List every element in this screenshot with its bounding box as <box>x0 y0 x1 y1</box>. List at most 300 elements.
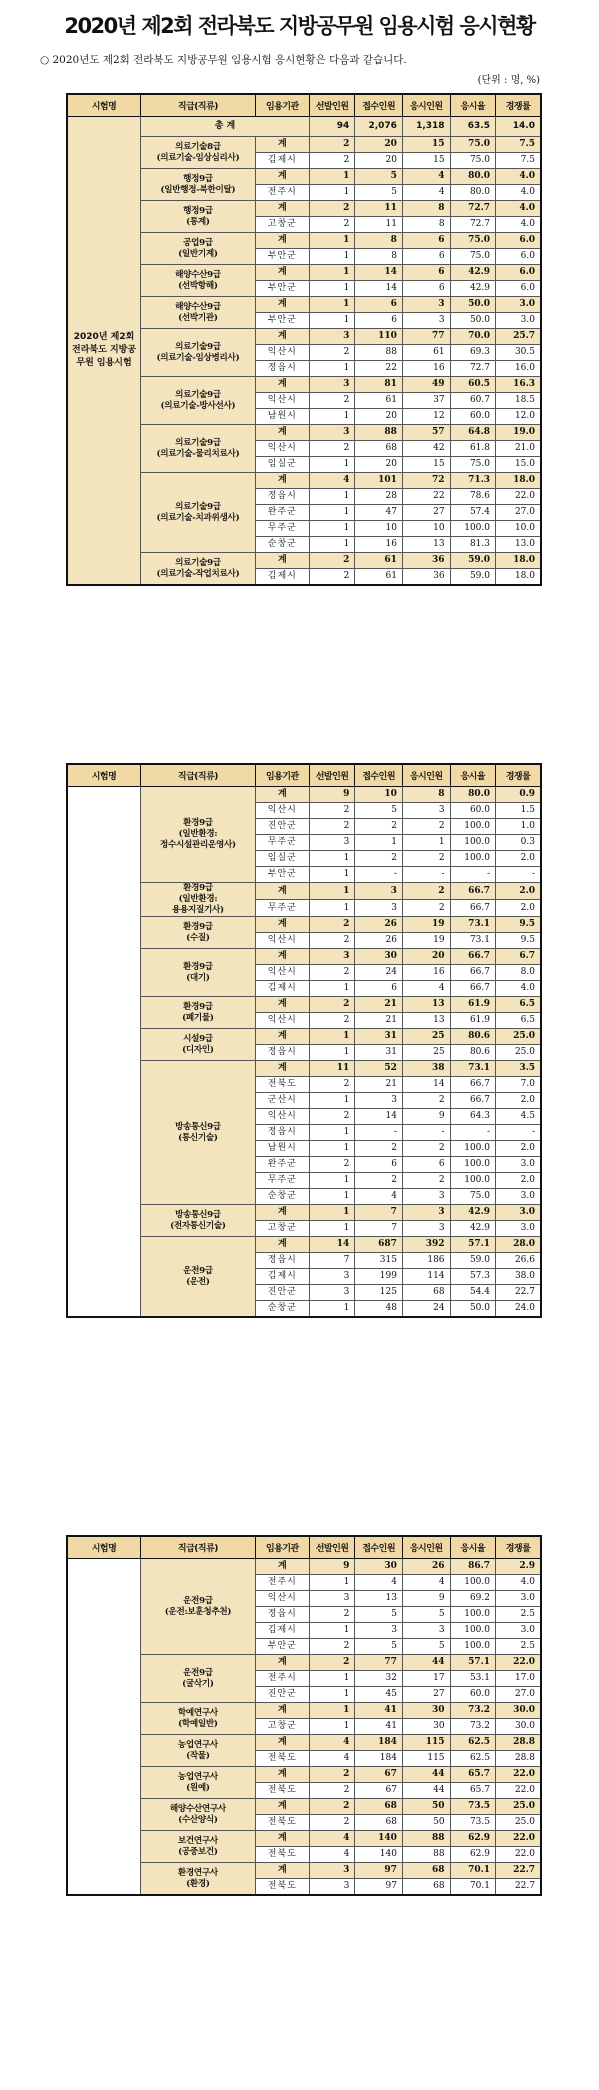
value-cell: 60.5 <box>450 377 495 393</box>
value-cell: 1 <box>309 900 354 917</box>
agency-cell: 익산시 <box>255 933 309 949</box>
value-cell: 21 <box>355 1013 403 1029</box>
agency-cell: 계 <box>255 137 309 153</box>
value-cell: 140 <box>355 1847 403 1863</box>
value-cell: 7 <box>355 1221 403 1237</box>
value-cell: 9 <box>402 1591 450 1607</box>
value-cell: 2 <box>309 137 354 153</box>
grand-total-value: 2,076 <box>355 117 403 137</box>
value-cell: 44 <box>402 1767 450 1783</box>
value-cell: 4 <box>402 185 450 201</box>
value-cell: 61 <box>355 393 403 409</box>
value-cell: 66.7 <box>450 981 495 997</box>
value-cell: 2 <box>402 1093 450 1109</box>
value-cell: 21.0 <box>495 441 541 457</box>
value-cell: 2.9 <box>495 1559 541 1575</box>
value-cell: 4 <box>309 473 354 489</box>
value-cell: 25 <box>402 1045 450 1061</box>
job-category-cell: 시설9급 (디자인) <box>141 1029 256 1061</box>
agency-cell: 임실군 <box>255 457 309 473</box>
value-cell: 2 <box>309 1815 354 1831</box>
agency-cell: 전주시 <box>255 1575 309 1591</box>
header-row <box>67 1536 541 1559</box>
value-cell: 13 <box>402 1013 450 1029</box>
value-cell: 4.0 <box>495 981 541 997</box>
value-cell: 3 <box>402 297 450 313</box>
value-cell: 100.0 <box>450 1623 495 1639</box>
agency-cell: 고창군 <box>255 1719 309 1735</box>
value-cell: 14 <box>355 265 403 281</box>
value-cell: 2 <box>309 441 354 457</box>
value-cell: 81.3 <box>450 537 495 553</box>
value-cell: 2 <box>309 917 354 933</box>
value-cell: 75.0 <box>450 137 495 153</box>
value-cell: 2 <box>309 217 354 233</box>
job-category-cell: 방송통신9급 (통신기술) <box>141 1061 256 1205</box>
agency-cell: 계 <box>255 265 309 281</box>
value-cell: 25.7 <box>495 329 541 345</box>
value-cell: 62.5 <box>450 1751 495 1767</box>
value-cell: 10 <box>355 787 403 803</box>
agency-cell: 정읍시 <box>255 1125 309 1141</box>
subtotal-row <box>67 1559 541 1575</box>
agency-cell: 익산시 <box>255 1109 309 1125</box>
agency-cell: 김제시 <box>255 569 309 586</box>
value-cell: 75.0 <box>450 249 495 265</box>
column-header: 임용기관 <box>255 764 309 787</box>
value-cell: 2 <box>309 1783 354 1799</box>
job-category-cell: 농업연구사 (작물) <box>141 1735 256 1767</box>
agency-cell: 부안군 <box>255 1639 309 1655</box>
value-cell: 1.0 <box>495 819 541 835</box>
value-cell: 5 <box>355 1639 403 1655</box>
value-cell: 70.1 <box>450 1879 495 1896</box>
value-cell: 6.0 <box>495 233 541 249</box>
value-cell: 22.7 <box>495 1879 541 1896</box>
value-cell: 60.0 <box>450 409 495 425</box>
agency-cell: 부안군 <box>255 249 309 265</box>
value-cell: 28 <box>355 489 403 505</box>
value-cell: 5 <box>355 185 403 201</box>
column-header: 접수인원 <box>355 1536 403 1559</box>
agency-cell: 김제시 <box>255 1269 309 1285</box>
agency-cell: 전북도 <box>255 1077 309 1093</box>
value-cell: 186 <box>402 1253 450 1269</box>
agency-cell: 완주군 <box>255 1157 309 1173</box>
value-cell: 18.0 <box>495 569 541 586</box>
value-cell: 26 <box>355 933 403 949</box>
value-cell: 68 <box>402 1879 450 1896</box>
value-cell: 3.0 <box>495 1157 541 1173</box>
value-cell: 27 <box>402 1687 450 1703</box>
value-cell: 45 <box>355 1687 403 1703</box>
value-cell: 20 <box>355 409 403 425</box>
value-cell: 28.8 <box>495 1735 541 1751</box>
value-cell: 3.0 <box>495 1591 541 1607</box>
status-table-3 <box>66 1535 542 1896</box>
value-cell: 9 <box>402 1109 450 1125</box>
value-cell: 20 <box>402 949 450 965</box>
value-cell: 27.0 <box>495 505 541 521</box>
value-cell: 12 <box>402 409 450 425</box>
value-cell: 21 <box>355 997 403 1013</box>
value-cell: 8 <box>402 201 450 217</box>
grand-total-value: 1,318 <box>402 117 450 137</box>
value-cell: 30 <box>402 1719 450 1735</box>
value-cell: 115 <box>402 1735 450 1751</box>
value-cell: 1 <box>309 1703 354 1719</box>
agency-cell: 계 <box>255 233 309 249</box>
value-cell: 5 <box>355 803 403 819</box>
value-cell: 110 <box>355 329 403 345</box>
value-cell: 19 <box>402 933 450 949</box>
value-cell: 4 <box>402 981 450 997</box>
job-category-cell: 의료기술9급 (의료기술-물리치료사) <box>141 425 256 473</box>
value-cell: 57 <box>402 425 450 441</box>
job-category-cell: 환경9급 (대기) <box>141 949 256 997</box>
job-category-cell: 환경연구사 (환경) <box>141 1863 256 1896</box>
value-cell: 4 <box>355 1575 403 1591</box>
value-cell: 100.0 <box>450 1141 495 1157</box>
value-cell: 184 <box>355 1751 403 1767</box>
value-cell: 7 <box>309 1253 354 1269</box>
value-cell: 13 <box>402 537 450 553</box>
value-cell: 1 <box>309 169 354 185</box>
value-cell: 53.1 <box>450 1671 495 1687</box>
value-cell: 3 <box>309 835 354 851</box>
value-cell: 22 <box>402 489 450 505</box>
value-cell: 2 <box>309 1639 354 1655</box>
agency-cell: 무주군 <box>255 900 309 917</box>
agency-cell: 계 <box>255 473 309 489</box>
agency-cell: 정읍시 <box>255 1045 309 1061</box>
value-cell: 8 <box>355 249 403 265</box>
value-cell: 115 <box>402 1751 450 1767</box>
value-cell: 61.8 <box>450 441 495 457</box>
value-cell: 6 <box>355 981 403 997</box>
value-cell: 17.0 <box>495 1671 541 1687</box>
agency-cell: 순창군 <box>255 1301 309 1318</box>
job-category-cell: 의료기술8급 (의료기술-임상심리사) <box>141 137 256 169</box>
value-cell: 3 <box>309 377 354 393</box>
value-cell: 50.0 <box>450 297 495 313</box>
value-cell: 4 <box>309 1831 354 1847</box>
value-cell: 6.5 <box>495 997 541 1013</box>
value-cell: 62.9 <box>450 1831 495 1847</box>
value-cell: 6.5 <box>495 1013 541 1029</box>
value-cell: 3 <box>309 1269 354 1285</box>
value-cell: 62.5 <box>450 1735 495 1751</box>
value-cell: 101 <box>355 473 403 489</box>
value-cell: 41 <box>355 1719 403 1735</box>
value-cell: 16 <box>355 537 403 553</box>
value-cell: 57.1 <box>450 1237 495 1253</box>
value-cell: 1 <box>309 537 354 553</box>
value-cell: 1 <box>309 1205 354 1221</box>
value-cell: 1 <box>309 265 354 281</box>
value-cell: 69.3 <box>450 345 495 361</box>
value-cell: - <box>355 1125 403 1141</box>
agency-cell: 계 <box>255 377 309 393</box>
value-cell: 1 <box>309 1671 354 1687</box>
value-cell: 86.7 <box>450 1559 495 1575</box>
agency-cell: 김제시 <box>255 981 309 997</box>
value-cell: 2 <box>309 803 354 819</box>
value-cell: 100.0 <box>450 521 495 537</box>
value-cell: 50 <box>402 1799 450 1815</box>
value-cell: 7.0 <box>495 1077 541 1093</box>
value-cell: 68 <box>355 1799 403 1815</box>
value-cell: 13 <box>402 997 450 1013</box>
value-cell: 42 <box>402 441 450 457</box>
job-category-cell: 운전9급 (운전) <box>141 1237 256 1318</box>
value-cell: 25.0 <box>495 1029 541 1045</box>
value-cell: 7.5 <box>495 153 541 169</box>
agency-cell: 계 <box>255 1703 309 1719</box>
exam-name-cell <box>67 787 141 1318</box>
value-cell: 1 <box>309 297 354 313</box>
agency-cell: 정읍시 <box>255 1607 309 1623</box>
value-cell: 32 <box>355 1671 403 1687</box>
value-cell: 24 <box>402 1301 450 1318</box>
value-cell: 7.5 <box>495 137 541 153</box>
value-cell: 3.0 <box>495 1205 541 1221</box>
value-cell: 50 <box>402 1815 450 1831</box>
value-cell: 25 <box>402 1029 450 1045</box>
value-cell: 5 <box>355 169 403 185</box>
value-cell: 20 <box>355 457 403 473</box>
value-cell: - <box>450 1125 495 1141</box>
value-cell: 10 <box>355 521 403 537</box>
agency-cell: 계 <box>255 1237 309 1253</box>
value-cell: 1 <box>309 1093 354 1109</box>
value-cell: 60.0 <box>450 803 495 819</box>
status-table-1 <box>66 93 542 586</box>
value-cell: 38.0 <box>495 1269 541 1285</box>
value-cell: 22.0 <box>495 1655 541 1671</box>
value-cell: 97 <box>355 1863 403 1879</box>
agency-cell: 계 <box>255 425 309 441</box>
value-cell: 61 <box>402 345 450 361</box>
value-cell: 0.3 <box>495 835 541 851</box>
value-cell: 15 <box>402 137 450 153</box>
agency-cell: 익산시 <box>255 965 309 981</box>
value-cell: 1.5 <box>495 803 541 819</box>
value-cell: 59.0 <box>450 1253 495 1269</box>
value-cell: 1 <box>309 1173 354 1189</box>
value-cell: 88 <box>355 345 403 361</box>
value-cell: 42.9 <box>450 265 495 281</box>
value-cell: 17 <box>402 1671 450 1687</box>
value-cell: 2 <box>402 900 450 917</box>
value-cell: 4 <box>309 1735 354 1751</box>
value-cell: 1 <box>309 233 354 249</box>
value-cell: 8.0 <box>495 965 541 981</box>
value-cell: 3 <box>402 803 450 819</box>
value-cell: 2 <box>402 819 450 835</box>
value-cell: 3 <box>402 313 450 329</box>
value-cell: 73.2 <box>450 1719 495 1735</box>
value-cell: 3.0 <box>495 1189 541 1205</box>
value-cell: 22.0 <box>495 1831 541 1847</box>
value-cell: 1 <box>309 505 354 521</box>
value-cell: 9 <box>309 787 354 803</box>
agency-cell: 남원시 <box>255 1141 309 1157</box>
value-cell: 2.0 <box>495 851 541 867</box>
value-cell: 41 <box>355 1703 403 1719</box>
job-category-cell: 환경9급 (일반환경: 정수시설관리운영사) <box>141 787 256 883</box>
column-header: 경쟁률 <box>495 1536 541 1559</box>
value-cell: 37 <box>402 393 450 409</box>
agency-cell: 계 <box>255 201 309 217</box>
value-cell: 4 <box>402 1575 450 1591</box>
value-cell: 1 <box>309 489 354 505</box>
value-cell: 73.2 <box>450 1703 495 1719</box>
value-cell: 3 <box>309 1863 354 1879</box>
value-cell: 73.1 <box>450 1061 495 1077</box>
value-cell: 2 <box>402 1173 450 1189</box>
value-cell: 47 <box>355 505 403 521</box>
value-cell: 70.1 <box>450 1863 495 1879</box>
column-header: 임용기관 <box>255 1536 309 1559</box>
value-cell: 67 <box>355 1767 403 1783</box>
value-cell: 25.0 <box>495 1799 541 1815</box>
column-header: 임용기관 <box>255 94 309 117</box>
value-cell: 80.6 <box>450 1045 495 1061</box>
value-cell: 75.0 <box>450 233 495 249</box>
agency-cell: 계 <box>255 329 309 345</box>
value-cell: 65.7 <box>450 1783 495 1799</box>
value-cell: 80.0 <box>450 185 495 201</box>
value-cell: 9 <box>309 1559 354 1575</box>
job-category-cell: 방송통신9급 (전자통신기술) <box>141 1205 256 1237</box>
value-cell: 1 <box>309 1189 354 1205</box>
value-cell: 2 <box>309 1799 354 1815</box>
agency-cell: 무주군 <box>255 521 309 537</box>
value-cell: 77 <box>402 329 450 345</box>
agency-cell: 정읍시 <box>255 361 309 377</box>
value-cell: 184 <box>355 1735 403 1751</box>
value-cell: 315 <box>355 1253 403 1269</box>
value-cell: 28.0 <box>495 1237 541 1253</box>
value-cell: 66.7 <box>450 965 495 981</box>
value-cell: 50.0 <box>450 1301 495 1318</box>
value-cell: 100.0 <box>450 1173 495 1189</box>
value-cell: 2.0 <box>495 1093 541 1109</box>
value-cell: 1 <box>309 1687 354 1703</box>
value-cell: 54.4 <box>450 1285 495 1301</box>
column-header: 직급(직류) <box>141 764 256 787</box>
value-cell: 4.0 <box>495 1575 541 1591</box>
column-header: 응시율 <box>450 764 495 787</box>
value-cell: 1 <box>309 1719 354 1735</box>
value-cell: 25.0 <box>495 1815 541 1831</box>
value-cell: 3 <box>355 883 403 900</box>
agency-cell: 계 <box>255 1735 309 1751</box>
job-category-cell: 해양수산9급 (선박기관) <box>141 297 256 329</box>
value-cell: 2 <box>402 883 450 900</box>
value-cell: 8 <box>402 787 450 803</box>
agency-cell: 부안군 <box>255 313 309 329</box>
agency-cell: 계 <box>255 787 309 803</box>
value-cell: - <box>450 867 495 883</box>
value-cell: - <box>495 867 541 883</box>
intro-text: ○ 2020년도 제2회 전라북도 지방공무원 임용시험 응시현황은 다음과 같습니다. <box>40 54 407 66</box>
value-cell: 2.5 <box>495 1639 541 1655</box>
job-category-cell: 운전9급 (굴삭기) <box>141 1655 256 1703</box>
value-cell: 1 <box>309 361 354 377</box>
value-cell: 4.0 <box>495 185 541 201</box>
agency-cell: 익산시 <box>255 803 309 819</box>
value-cell: 11 <box>309 1061 354 1077</box>
value-cell: 81 <box>355 377 403 393</box>
value-cell: 6.0 <box>495 249 541 265</box>
value-cell: 1 <box>309 1301 354 1318</box>
value-cell: 44 <box>402 1783 450 1799</box>
column-header: 응시인원 <box>402 94 450 117</box>
agency-cell: 익산시 <box>255 345 309 361</box>
value-cell: 88 <box>402 1831 450 1847</box>
value-cell: 24 <box>355 965 403 981</box>
job-category-cell: 환경9급 (일반환경: 용용지질기사) <box>141 883 256 917</box>
value-cell: 4.5 <box>495 1109 541 1125</box>
value-cell: 8 <box>402 217 450 233</box>
value-cell: 73.1 <box>450 917 495 933</box>
agency-cell: 계 <box>255 1559 309 1575</box>
value-cell: 13 <box>355 1591 403 1607</box>
value-cell: 3 <box>309 949 354 965</box>
job-category-cell: 농업연구사 (원예) <box>141 1767 256 1799</box>
value-cell: 2 <box>355 1141 403 1157</box>
grand-total-value: 63.5 <box>450 117 495 137</box>
job-category-cell: 의료기술9급 (의료기술-작업치료사) <box>141 553 256 586</box>
agency-cell: 계 <box>255 169 309 185</box>
agency-cell: 계 <box>255 1029 309 1045</box>
value-cell: 100.0 <box>450 1639 495 1655</box>
value-cell: 3 <box>402 1205 450 1221</box>
value-cell: - <box>495 1125 541 1141</box>
value-cell: 42.9 <box>450 1221 495 1237</box>
value-cell: 97 <box>355 1879 403 1896</box>
value-cell: 16 <box>402 965 450 981</box>
agency-cell: 전주시 <box>255 185 309 201</box>
value-cell: 19 <box>402 917 450 933</box>
value-cell: 22.0 <box>495 1767 541 1783</box>
value-cell: 1 <box>309 851 354 867</box>
value-cell: 4 <box>355 1189 403 1205</box>
agency-cell: 진안군 <box>255 819 309 835</box>
value-cell: 6.0 <box>495 265 541 281</box>
value-cell: 42.9 <box>450 1205 495 1221</box>
value-cell: 2 <box>355 819 403 835</box>
agency-cell: 무주군 <box>255 835 309 851</box>
value-cell: 6.7 <box>495 949 541 965</box>
value-cell: 2 <box>355 1173 403 1189</box>
value-cell: 6 <box>402 249 450 265</box>
value-cell: 2.5 <box>495 1607 541 1623</box>
job-category-cell: 학예연구사 (학예일반) <box>141 1703 256 1735</box>
value-cell: 16.0 <box>495 361 541 377</box>
value-cell: 18.0 <box>495 553 541 569</box>
value-cell: 30.0 <box>495 1703 541 1719</box>
value-cell: 73.5 <box>450 1799 495 1815</box>
value-cell: 1 <box>309 521 354 537</box>
value-cell: 2.0 <box>495 883 541 900</box>
value-cell: 6.0 <box>495 281 541 297</box>
value-cell: 14 <box>402 1077 450 1093</box>
agency-cell: 전북도 <box>255 1783 309 1799</box>
value-cell: 68 <box>402 1285 450 1301</box>
